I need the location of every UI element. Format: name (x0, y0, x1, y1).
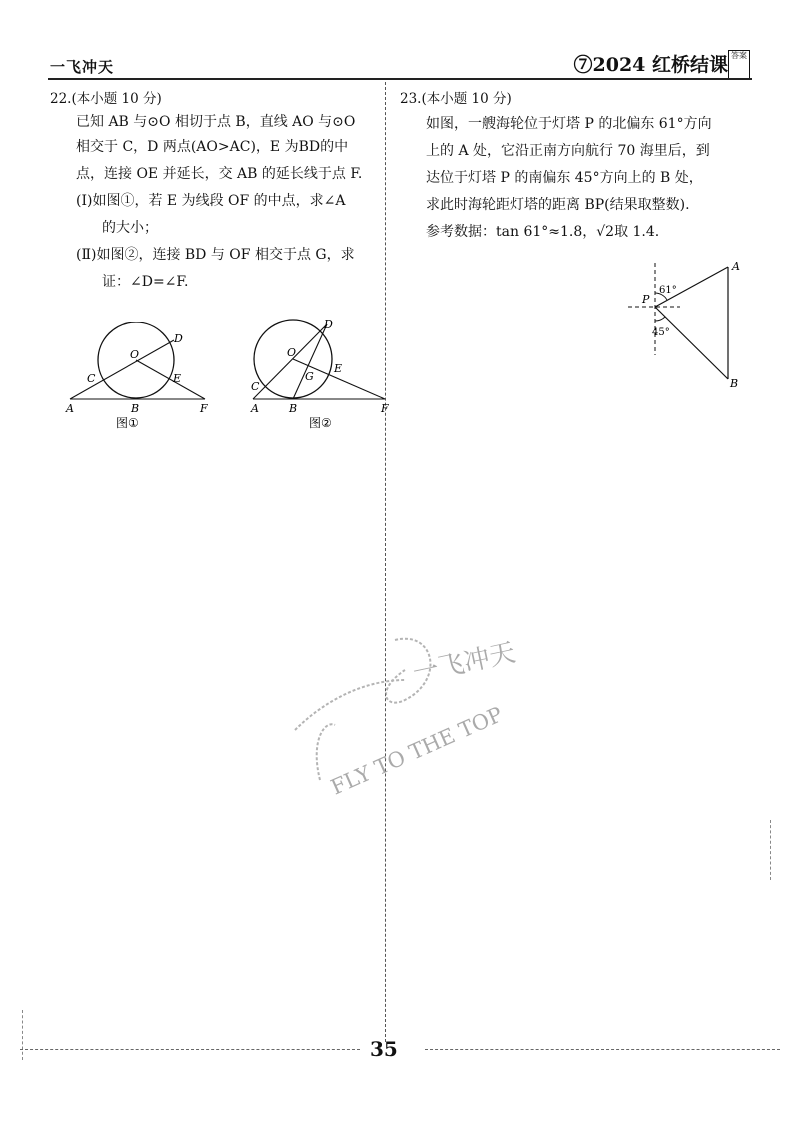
q22-title: 22.(本小题 10 分) (50, 91, 162, 107)
fig2-line-ad (253, 324, 327, 399)
fig2-label-c: C (251, 380, 260, 393)
q23-angle-45: 45° (652, 327, 670, 338)
watermark-en-text: FLY TO THE TOP (327, 702, 507, 800)
answer-badge: 答案 (728, 50, 750, 80)
fig2-label-d: D (324, 318, 333, 331)
q23-ref-sqrt: √2 (596, 224, 615, 240)
q23-label-a: A (732, 260, 740, 273)
footer-line-left (20, 1049, 360, 1050)
page-number: 35 (370, 1037, 398, 1061)
watermark-stroke-1 (295, 680, 405, 730)
fig1-label-o: O (130, 348, 140, 361)
q22-stem-cont (50, 134, 385, 296)
fig2-label-g: G (305, 370, 314, 383)
q23-label-p: P (642, 293, 650, 306)
q23-title: 23.(本小题 10 分) (400, 91, 512, 107)
fig2-label-e: E (334, 362, 343, 375)
q23-label-b: B (730, 377, 739, 390)
q22-line3: 点，连接 OE 并延长，交 AB 的延长线于点 F. (76, 166, 363, 182)
figure-1 (60, 322, 220, 432)
fig1-label-e: E (173, 372, 182, 385)
q23-angle-61: 61° (659, 285, 677, 296)
question-22 (50, 88, 385, 296)
column-divider (385, 82, 386, 1042)
fig1-line-of (136, 360, 205, 399)
fig1-label-a: A (66, 402, 74, 415)
q22-line2: 相交于 C，D 两点(AO>AC)，E 为BD的中 (76, 139, 349, 155)
fig2-label-o: O (287, 346, 297, 359)
fig1-label-f: F (200, 402, 208, 415)
q23-line4: 求此时海轮距灯塔的距离 BP(结果取整数). (426, 197, 690, 213)
fig2-label-b: B (289, 402, 298, 415)
fig1-label-b: B (131, 402, 140, 415)
figure-2 (245, 316, 395, 432)
q23-stem (400, 111, 760, 246)
q22-part2: (Ⅱ)如图②，连接 BD 与 OF 相交于点 G，求 (76, 247, 355, 263)
fig1-caption: 图① (116, 416, 139, 430)
q22-part1-cont: 的大小； (102, 220, 158, 236)
question-23 (400, 88, 760, 246)
q23-ref-prefix: 参考数据：tan 61°≈1.8， (426, 224, 597, 240)
fig2-label-a: A (251, 402, 259, 415)
q22-part2-cont: 证：∠D=∠F. (102, 274, 189, 290)
q22-line1: 已知 AB 与⊙O 相切于点 B，直线 AO 与⊙O (76, 114, 356, 130)
header-rule (48, 78, 752, 80)
watermark (265, 620, 525, 820)
watermark-cn-text: 一飞冲天 (410, 637, 519, 689)
fig1-label-d: D (174, 332, 183, 345)
exam-title: ⑦2024 红桥结课 (573, 54, 728, 76)
edge-mark-left (22, 1010, 23, 1060)
q23-reference (426, 219, 760, 246)
q23-line-pb (655, 307, 728, 379)
q23-line1: 如图，一艘海轮位于灯塔 P 的北偏东 61°方向 (426, 116, 712, 132)
fig2-label-f: F (381, 402, 389, 415)
figure-q23 (620, 255, 750, 395)
fig1-label-c: C (87, 372, 96, 385)
brand-logo: 一飞冲天 (50, 58, 115, 76)
q23-line3: 达位于灯塔 P 的南偏东 45°方向上的 B 处， (426, 170, 703, 186)
fig2-caption: 图② (309, 416, 332, 430)
edge-mark-right (770, 820, 771, 880)
q22-stem (50, 111, 385, 134)
q23-line2: 上的 A 处，它沿正南方向航行 70 海里后，到 (426, 143, 710, 159)
q23-ref-suffix: 取 1.4. (614, 224, 660, 240)
q23-arc-45 (655, 317, 665, 321)
q22-part1: (Ⅰ)如图①，若 E 为线段 OF 的中点，求∠A (76, 193, 346, 209)
footer-line-right (425, 1049, 780, 1050)
watermark-stroke-3 (317, 724, 335, 780)
